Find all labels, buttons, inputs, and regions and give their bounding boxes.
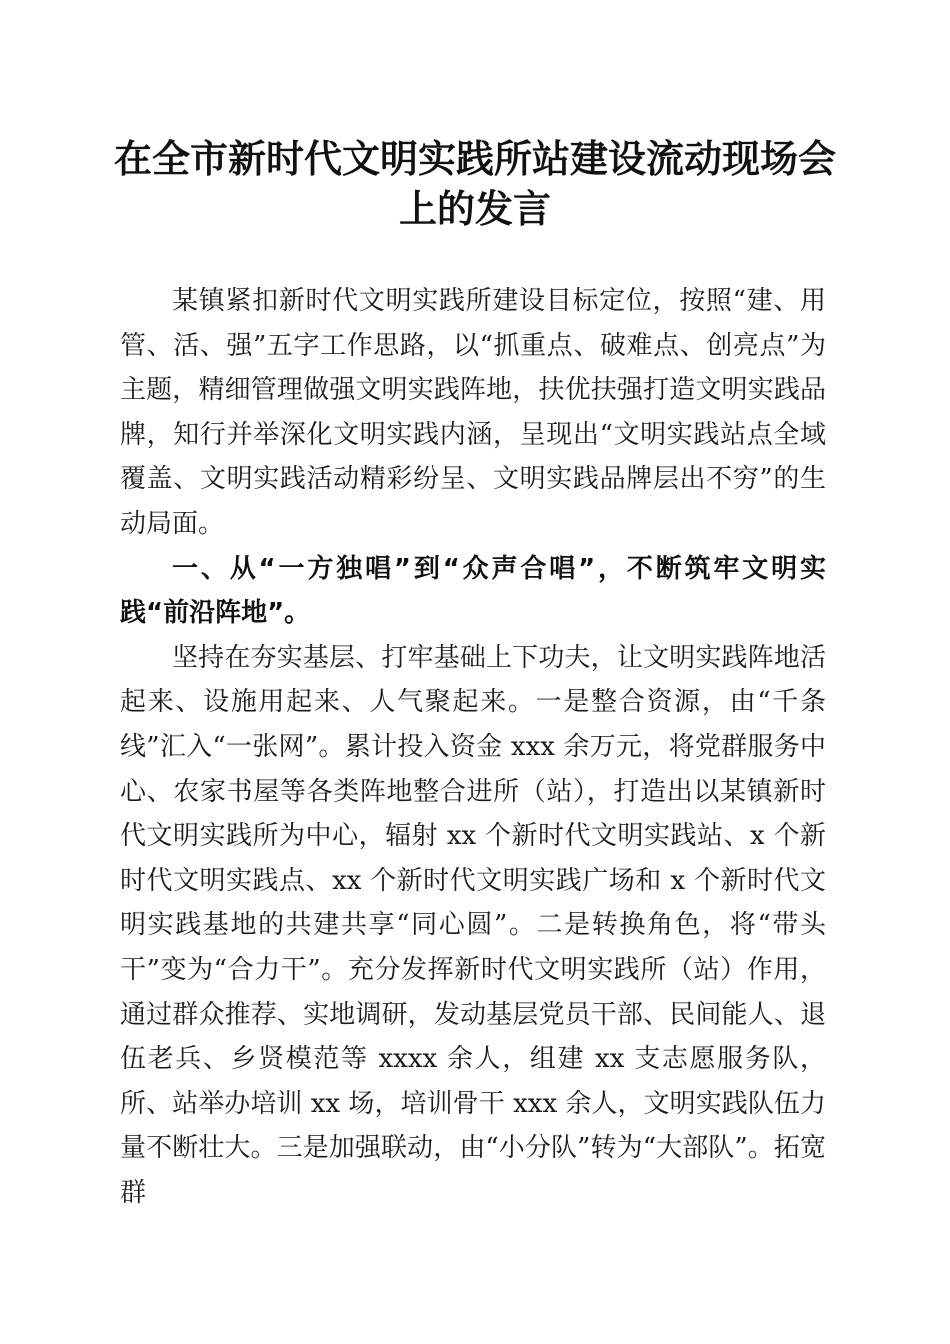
document-title: 在全市新时代文明实践所站建设流动现场会上的发言 (113, 136, 836, 231)
section-heading: 一、从“一方独唱”到“众声合唱”，不断筑牢文明实践“前沿阵地”。 (120, 553, 826, 629)
document-body (120, 279, 826, 1215)
section-paragraph: 坚持在夯实基层、打牢基础上下功夫，让文明实践阵地活起来、设施用起来、人气聚起来。一是整合资源，由“千条线”汇入“一张网”。累计投入资金 xxx 余万元，将党群服务中心、农家书屋等各类阵地整合进所（站），打造出以某镇新时代文明实践所为中心，辐射 xx 个新时代文明实践站、x 个新时代文明实践点、xx 个新时代文明实践广场和 x 个新时代文明实践基地的共建共享“同心圆”。二是转换角色，将“带头干”变为“合力干”。充分发挥新时代文明实践所（站）作用，通过群众推荐、实地调研，发动基层党员干部、民间能人、退伍老兵、乡贤模范等 xxxx 余人，组建 xx 支志愿服务队，所、站举办培训 xx 场，培训骨干 xxx 余人，文明实践队伍力量不断壮大。三是加强联动，由“小分队”转为“大部队”。拓宽群 (120, 642, 826, 1208)
intro-paragraph: 某镇紧扣新时代文明实践所建设目标定位，按照“建、用管、活、强”五字工作思路，以“抓重点、破难点、创亮点”为主题，精细管理做强文明实践阵地，扶优扶强打造文明实践品牌，知行并举深化文明实践内涵，呈现出“文明实践站点全域覆盖、文明实践活动精彩纷呈、文明实践品牌层出不穷”的生动局面。 (120, 286, 826, 539)
